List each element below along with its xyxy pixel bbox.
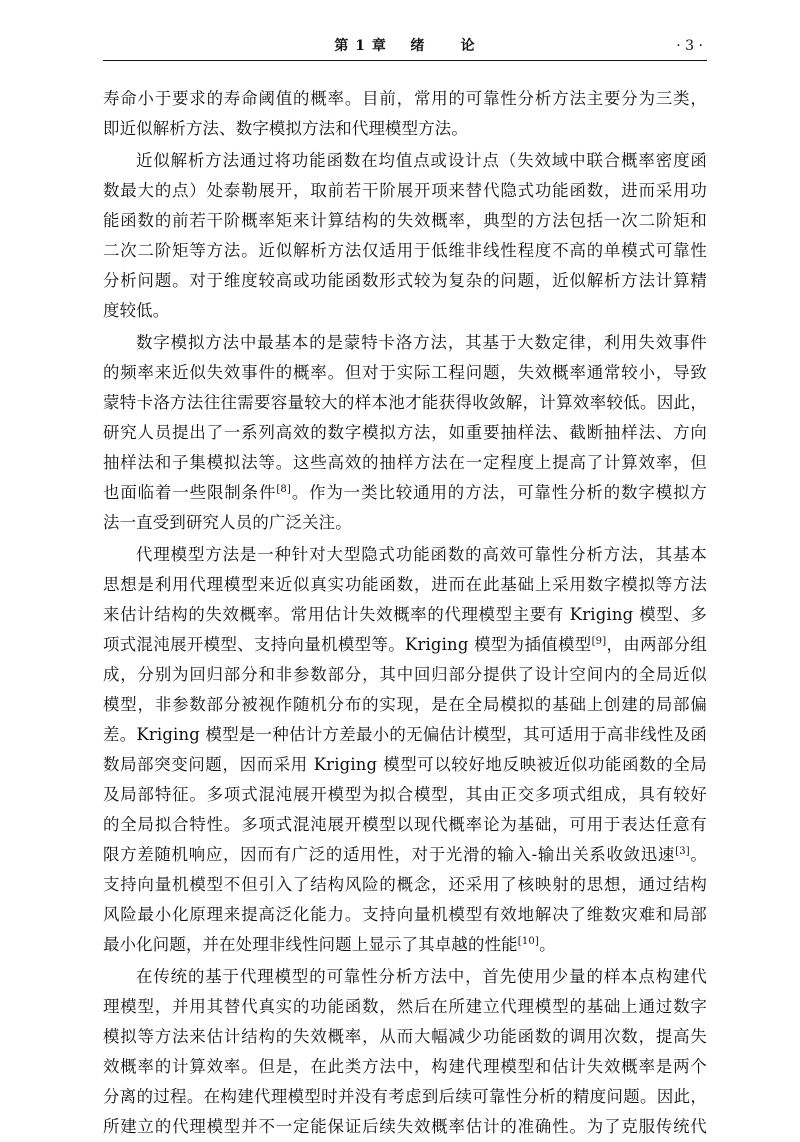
text-line: 所建立的代理模型并不一定能保证后续失效概率估计的准确性。为了克服传统代 — [103, 1117, 707, 1136]
text-line: 寿命小于要求的寿命阈值的概率。目前，常用的可靠性分析方法主要分为三类， — [103, 89, 707, 108]
header-rule — [103, 60, 707, 61]
text-line: 分离的过程。在构建代理模型时并没有考虑到后续可靠性分析的精度问题。因此， — [103, 1087, 707, 1106]
text-line: 成，分别为回归部分和非参数部分，其中回归部分提供了设计空间内的全局近似 — [103, 665, 707, 684]
text-line: 思想是利用代理模型来近似真实功能函数，进而在此基础上采用数字模拟等方法 — [103, 575, 707, 594]
text-line: 研究人员提出了一系列高效的数字模拟方法，如重要抽样法、截断抽样法、方向 — [103, 423, 707, 442]
text-line-with-citation — [103, 930, 707, 960]
text-line: 理模型，并用其替代真实的功能函数，然后在所建立代理模型的基础上通过数字 — [103, 997, 707, 1016]
text-line: 的全局拟合特性。多项式混沌展开模型以现代概率论为基础，可用于表达任意有 — [103, 815, 707, 834]
text-line: 效概率的计算效率。但是，在此类方法中，构建代理模型和估计失效概率是两个 — [103, 1057, 707, 1076]
text-segment: 项式混沌展开模型、支持向量机模型等。Kriging 模型为插值模型 — [103, 635, 592, 654]
text-line: 代理模型方法是一种针对大型隐式功能函数的高效可靠性分析方法，其基本 — [136, 545, 707, 564]
citation-ref: [9] — [591, 636, 607, 647]
text-line-with-citation — [103, 840, 707, 870]
paragraph-4 — [103, 540, 707, 960]
citation-ref: [10] — [517, 936, 540, 947]
text-line: 分析问题。对于维度较高或功能函数形式较为复杂的问题，近似解析方法计算精 — [103, 271, 707, 290]
text-line: 抽样法和子集模拟法等。这些高效的抽样方法在一定程度上提高了计算效率，但 — [103, 453, 707, 472]
text-line: 度较低。 — [103, 301, 170, 320]
text-line: 二次二阶矩等方法。近似解析方法仅适用于低维非线性程度不高的单模式可靠性 — [103, 241, 707, 260]
citation-ref: [3] — [675, 846, 690, 857]
text-line: 及局部特征。多项式混沌展开模型为拟合模型，其由正交多项式组成，具有较好 — [103, 785, 707, 804]
paragraph-3 — [103, 328, 707, 538]
text-segment: 。 — [539, 935, 556, 954]
text-line: 的频率来近似失效事件的概率。但对于实际工程问题，失效概率通常较小，导致 — [103, 363, 707, 382]
text-line: 模型，非参数部分被视作随机分布的实现，是在全局模拟的基础上创建的局部偏 — [103, 695, 707, 714]
text-line: 支持向量机模型不但引入了结构风险的概念，还采用了核映射的思想，通过结构 — [103, 875, 707, 894]
text-line-with-citation — [103, 478, 707, 508]
citation-ref: [8] — [276, 484, 292, 495]
text-line: 数最大的点）处泰勒展开，取前若干阶展开项来替代隐式功能函数，进而采用功 — [103, 181, 707, 200]
text-line: 数局部突变问题，因而采用 Kriging 模型可以较好地反映被近似功能函数的全局 — [103, 755, 707, 774]
body-text — [103, 84, 707, 1142]
paragraph-1 — [103, 84, 707, 144]
text-line: 即近似解析方法、数字模拟方法和代理模型方法。 — [103, 119, 468, 138]
text-line-with-citation — [103, 630, 707, 660]
text-segment: ，由两部分组 — [606, 635, 707, 654]
text-line: 差。Kriging 模型是一种估计方差最小的无偏估计模型，其可适用于高非线性及函 — [103, 725, 707, 744]
text-segment: 。 — [689, 845, 707, 864]
text-line: 在传统的基于代理模型的可靠性分析方法中，首先使用少量的样本点构建代 — [136, 967, 707, 986]
text-line: 蒙特卡洛方法往往需要容量较大的样本池才能获得收敛解，计算效率较低。因此， — [103, 393, 707, 412]
text-segment: 最小化问题，并在处理非线性问题上显示了其卓越的性能 — [103, 935, 518, 954]
text-line: 数字模拟方法中最基本的是蒙特卡洛方法，其基于大数定律，利用失效事件 — [136, 333, 707, 352]
text-line: 模拟等方法来估计结构的失效概率，从而大幅减少功能函数的调用次数，提高失 — [103, 1027, 707, 1046]
paragraph-5 — [103, 962, 707, 1142]
text-line: 近似解析方法通过将功能函数在均值点或设计点（失效域中联合概率密度函 — [136, 151, 707, 170]
page-number: · 3 · — [676, 38, 703, 54]
paragraph-2 — [103, 146, 707, 326]
text-line: 风险最小化原理来提高泛化能力。支持向量机模型有效地解决了维数灾难和局部 — [103, 905, 707, 924]
text-line: 能函数的前若干阶概率矩来计算结构的失效概率，典型的方法包括一次二阶矩和 — [103, 211, 707, 230]
text-segment: 。作为一类比较通用的方法，可靠性分析的数字模拟方 — [291, 483, 707, 502]
running-header — [103, 36, 707, 58]
text-segment: 限方差随机响应，因而有广泛的适用性，对于光滑的输入-输出关系收敛迅速 — [103, 845, 676, 864]
text-line: 来估计结构的失效概率。常用估计失效概率的代理模型主要有 Kriging 模型、多 — [103, 605, 707, 624]
chapter-title: 第 1 章 绪 论 — [334, 38, 476, 54]
text-segment: 也面临着一些限制条件 — [103, 483, 277, 502]
text-line: 法一直受到研究人员的广泛关注。 — [103, 513, 352, 532]
